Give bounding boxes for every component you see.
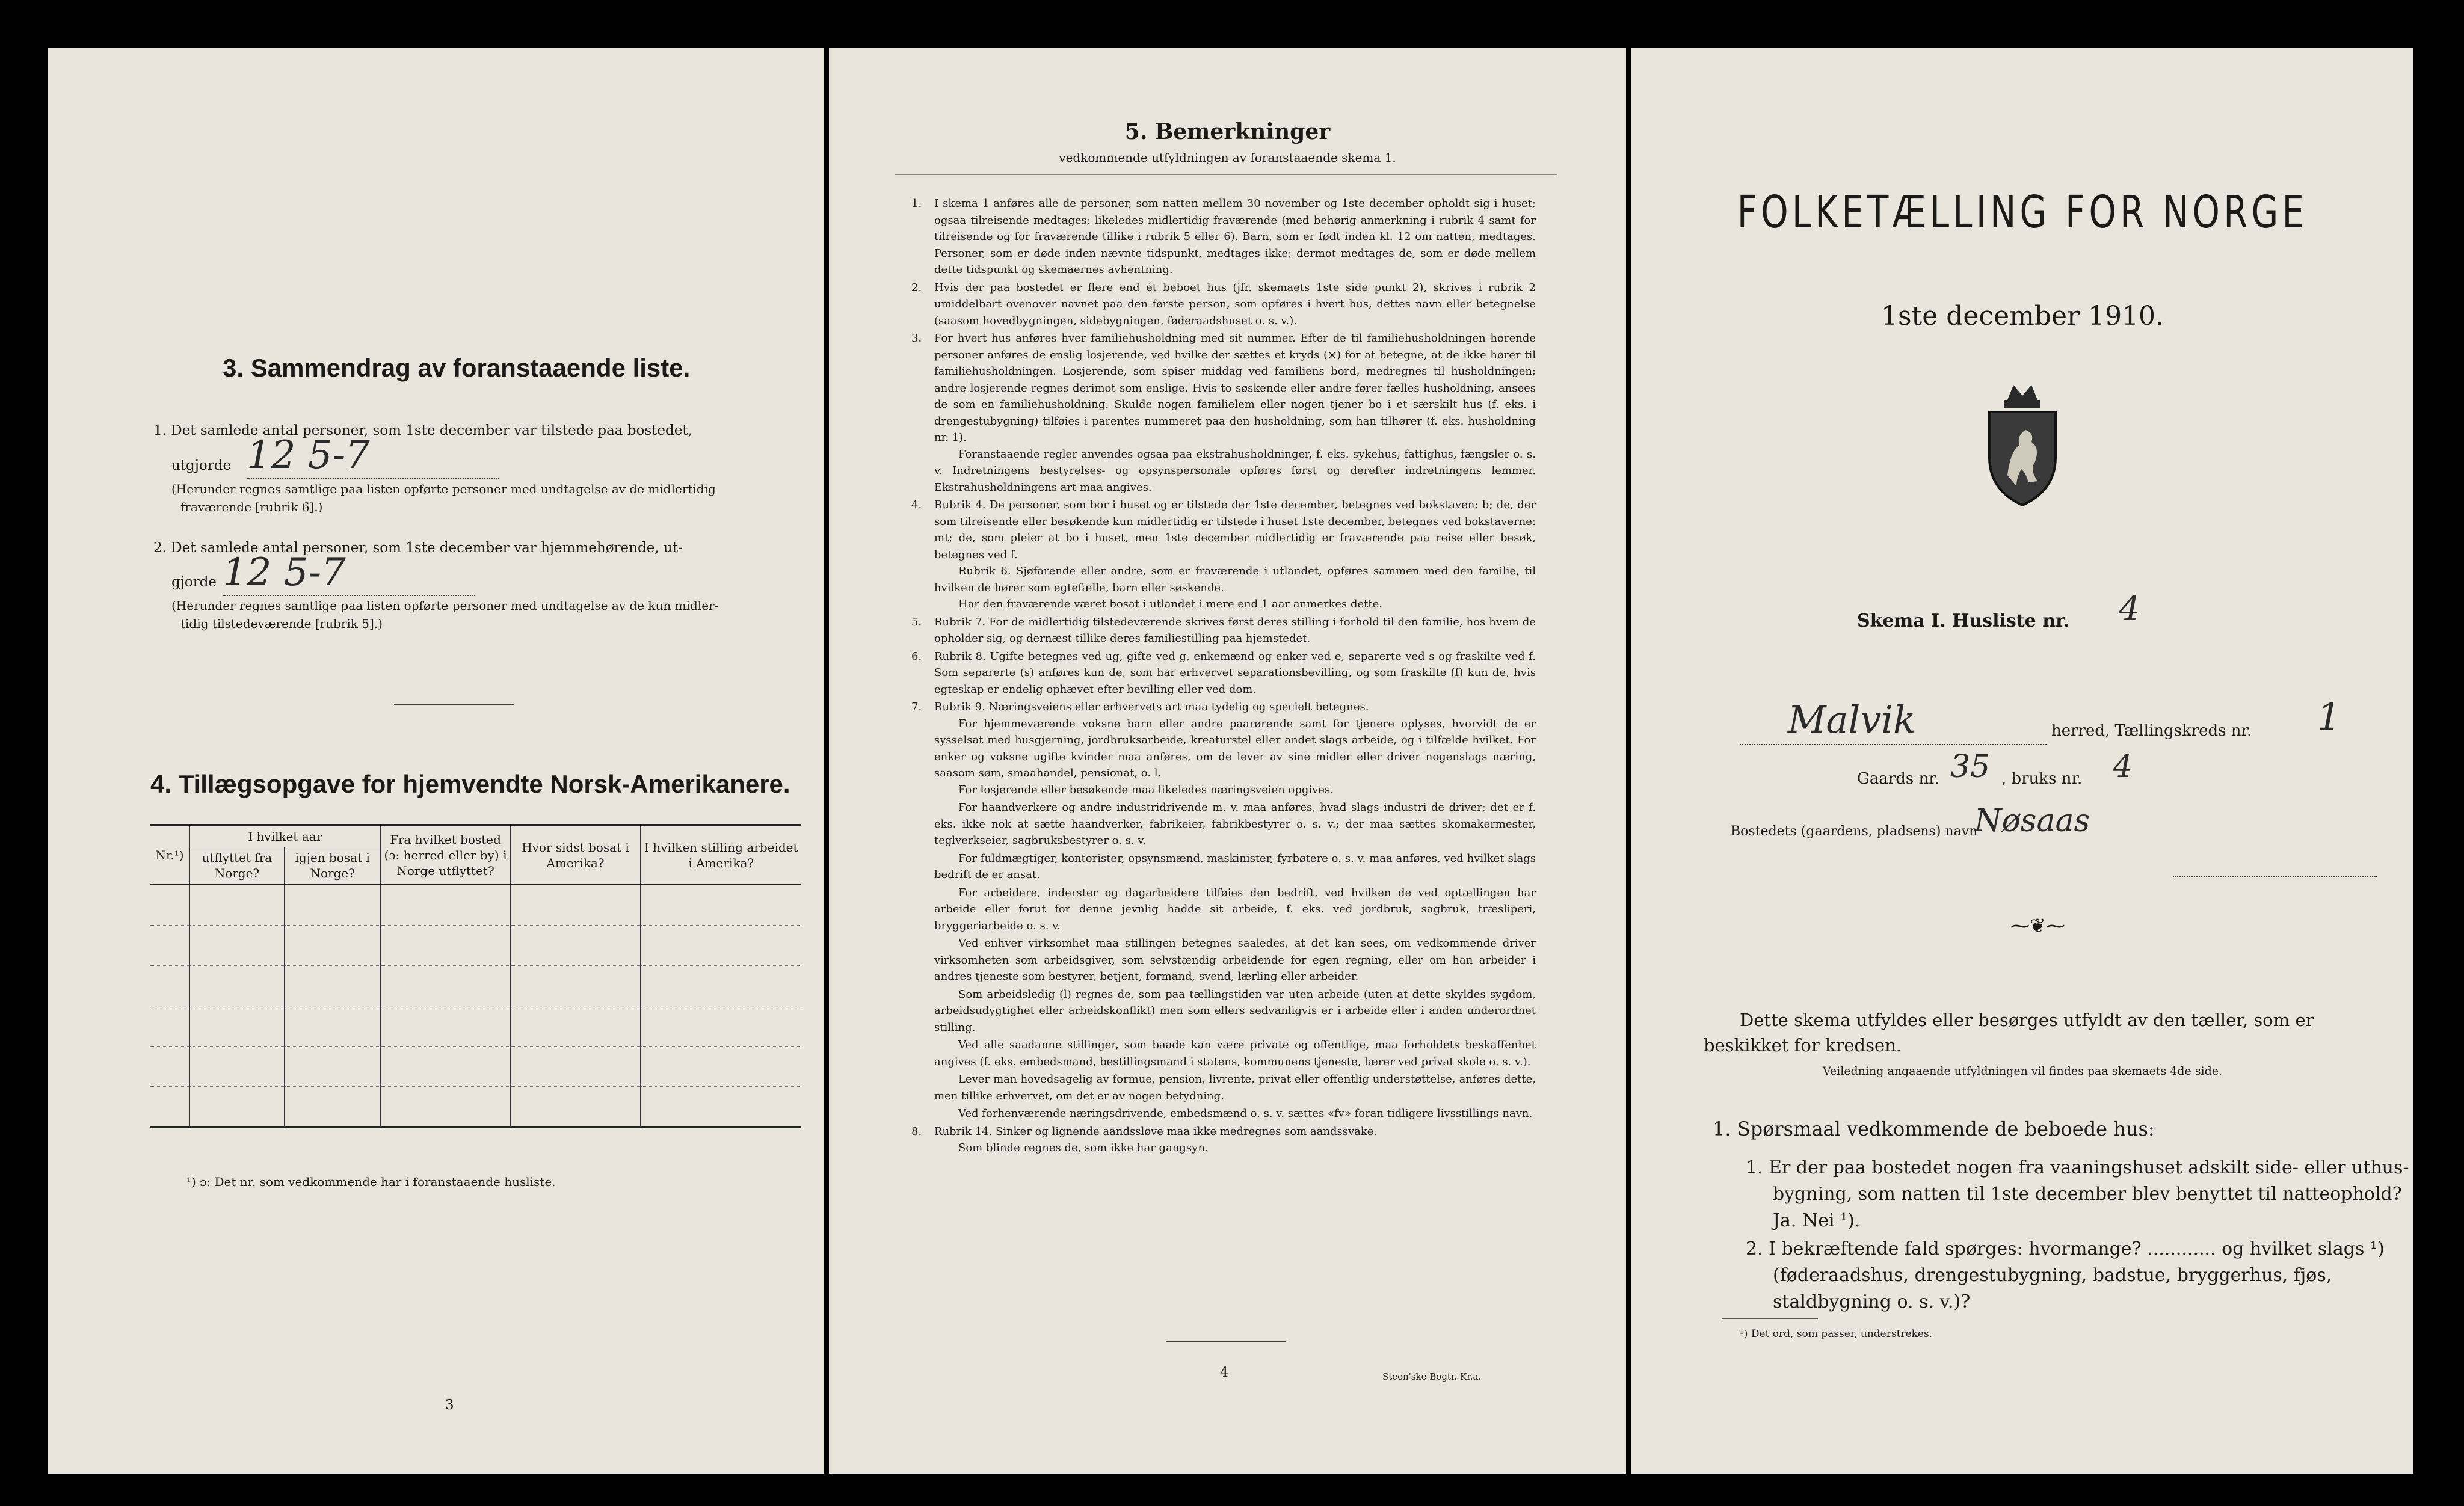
remark-text: For arbeidere, inderster og dagarbeidere tilføies den bedrift, ved hvilken de ved optællingen har arbeide eller forut for denne jevnlig hadde sit arbeide, f. eks. ved jordbruk, sagbruk, træsliperi, bryggeriarbeide o. s. v. [934, 886, 1536, 932]
remark-item [911, 699, 1536, 798]
item-1-value: 12 5-7 [247, 433, 499, 479]
remark-item [934, 799, 1536, 849]
remark-text: Rubrik 9. Næringsveiens eller erhvervets art maa tydelig og specielt betegnes. [934, 701, 1369, 713]
col-igjen: igjen bosat i Norge? [285, 847, 381, 885]
col-utflyttet: utflyttet fra Norge? [189, 847, 285, 885]
remark-text: Som arbeidsledig (l) regnes de, som paa tællingstiden var uten arbeide (uten at dette skyldes sygdom, arbeidsudygtighet eller arbeidskonflikt) men som ellers sedvanligvis er i arbeide eller i anden underordnet stilling. [934, 988, 1536, 1034]
instruction-note: Veiledning angaaende utfyldningen vil findes paa skemaets 4de side. [1822, 1065, 2223, 1078]
remark-item [911, 648, 1536, 698]
item-2-text: 2. Det samlede antal personer, som 1ste december var hjemmehørende, ut- [153, 540, 683, 556]
page-1-cover [1631, 48, 2413, 1474]
item-1-text: 1. Det samlede antal personer, som 1ste december var tilstede paa bostedet, [153, 423, 692, 438]
remark-text: For hvert hus anføres hver familiehusholdning med sit nummer. Efter de til familiehusholdningen hørende personer anføres de enslig losjerende, ved hvilke der sættes et kryds (×) for at betegne, at de ikke hører til familiehusholdningen. Losjerende, som spiser middag ved familiens bord, medregnes til husholdningen; andre losjerende regnes derimot som enslige. Hvis to søskende eller andre fører fælles husholdning, ansees de som en familiehusholdning. Skulde nogen familielem eller nogen tjener bo i et særskilt hus (f. eks. i drengestubygning) tilføies i parentes nummeret paa den husholdning, som han tilhører (f. eks. husholdning nr. 1). [934, 332, 1536, 444]
remark-number: 7. [911, 701, 922, 713]
remark-item [934, 935, 1536, 985]
census-title: FOLKETÆLLING FOR NORGE [1737, 186, 2308, 238]
divider [1722, 1318, 1818, 1319]
item-2-note-2: tidig tilstedeværende [rubrik 5].) [180, 616, 383, 631]
divider [1166, 1341, 1286, 1342]
question-1: 1. Er der paa bostedet nogen fra vaaningshuset adskilt side- eller uthus-bygning, som natten til 1ste december blev benyttet til natteophold? Ja. Nei ¹). [1746, 1157, 2409, 1231]
remark-item [934, 885, 1536, 935]
remark-number: 4. [911, 499, 922, 511]
remark-text: Rubrik 7. For de midlertidig tilstedeværende skrives først deres stilling i forhold til den familie, hos hvem de opholder sig, og dernæst tillike deres familiestilling paa hjemstedet. [934, 615, 1536, 645]
remark-text: Ved enhver virksomhet maa stillingen betegnes saaledes, at det kan sees, om vedkommende driver virksomheten som arbeidsgiver, som selvstændig arbeidende for egen regning, eller om han arbeider i andres tjeneste som bestyrer, betjent, formand, svend, lærling eller arbeider. [934, 937, 1536, 983]
remark-item [911, 614, 1536, 647]
table-row [150, 966, 801, 1006]
remark-item [911, 1123, 1536, 1157]
remark-item [934, 1037, 1536, 1070]
bosted-label: Bostedets (gaardens, pladsens) navn [1731, 824, 1978, 839]
remark-text: Rubrik 14. Sinker og lignende aandssløve maa ikke medregnes som aandssvake. [934, 1125, 1378, 1138]
herred-line [1740, 743, 2047, 745]
col-stilling: I hvilken stilling arbeidet i Amerika? [641, 825, 801, 885]
item-1-note-1: (Herunder regnes samtlige paa listen opførte personer med undtagelse av de midlertidig [171, 482, 716, 496]
divider [895, 174, 1557, 175]
remark-number: 3. [911, 332, 922, 345]
section-4-title: 4. Tillægsopgave for hjemvendte Norsk-Amerikanere. [150, 770, 790, 798]
ornament-icon: ⁓❦⁓ [2010, 914, 2065, 937]
col-group-aar: I hvilket aar [189, 825, 381, 847]
remark-text: For fuldmægtiger, kontorister, opsynsmænd, maskinister, fyrbøtere o. s. v. maa anføres, ved hvilket slags bedrift de er ansat. [934, 852, 1536, 881]
remarks-subtitle: vedkommende utfyldningen av foranstaaende skema 1. [1059, 150, 1396, 165]
remark-item [934, 1105, 1536, 1122]
page-number: 3 [445, 1397, 454, 1413]
printer-mark: Steen'ske Bogtr. Kr.a. [1382, 1371, 1482, 1382]
divider [394, 704, 514, 705]
gaards-label: Gaards nr. [1857, 770, 1940, 788]
question-heading: 1. Spørsmaal vedkommende de beboede hus: [1713, 1117, 2155, 1140]
col-herred: Fra hvilket bosted (ɔ: herred eller by) i Norge utflyttet? [381, 825, 511, 885]
instruction-text: Dette skema utfyldes eller besørges utfyldt av den tæller, som er beskikket for kredsen. [1704, 1010, 2314, 1056]
table-row [150, 1006, 801, 1047]
remark-text: Ved forhenværende næringsdrivende, embedsmænd o. s. v. sættes «fv» foran tidligere livsstillings navn. [958, 1107, 1533, 1120]
remark-text: Ved alle saadanne stillinger, som baade kan være private og offentlige, maa forholdets beskaffenhet angives (f. eks. embedsmand, bestillingsmand i statens, kommunens tjeneste, lærer ved privat skole o. s. v.). [934, 1039, 1536, 1068]
remark-item [934, 1071, 1536, 1104]
remark-item [911, 280, 1536, 330]
cover-footnote: ¹) Det ord, som passer, understrekes. [1740, 1328, 1933, 1340]
remarks-title: 5. Bemerkninger [1124, 119, 1331, 144]
remark-text: Som blinde regnes de, som ikke har gangsyn. [958, 1142, 1209, 1154]
table-footnote: ¹) ɔ: Det nr. som vedkommende har i foranstaaende husliste. [186, 1175, 556, 1189]
remark-text: For haandverkere og andre industridrivende m. v. maa anføres, hvad slags industri de driver; det er f. eks. ikke nok at sætte haandverker, fabrikeier, fabrikbestyrer o. s. v.; der maa sættes skomakermester, teglverkseier, sagbruksbestyrer o. s. v. [934, 801, 1536, 847]
bruks-label: , bruks nr. [2001, 770, 2083, 788]
item-2-value: 12 5-7 [223, 550, 475, 596]
skema-label: Skema I. Husliste nr. [1857, 610, 2070, 632]
item-1-utgjorde-label: utgjorde [171, 458, 232, 473]
remark-item [911, 195, 1536, 278]
page-number: 4 [1220, 1365, 1228, 1380]
kreds-value: 1 [2317, 695, 2341, 739]
page-3-summary [48, 48, 824, 1474]
remark-number: 6. [911, 650, 922, 663]
remark-text: For hjemmeværende voksne barn eller andre paarørende samt for tjenere oplyses, hvorvidt de er sysselsat med husgjerning, jordbruksarbeide, kreaturstel eller andet slags arbeide, og i tilfælde hvilket. For enker og voksne ugifte kvinder maa anføres, om de lever av sine midler eller driver nogenslags næring, saasom søm, smaahandel, pensionat, o. l. [934, 717, 1536, 779]
remark-text: I skema 1 anføres alle de personer, som natten mellem 30 november og 1ste december opholdt sig i huset; ogsaa tilreisende medtages; likeledes midlertidig fraværende (med behørig anmerkning i rubrik 4 samt for tilreisende og for fraværende tillike i rubrik 5 eller 6). Barn, som er født inden kl. 12 om natten, medtages. Personer, som er døde inden nævnte tidspunkt, medtages ikke; dermot medtages de, som er døde mellem dette tidspunkt og skemaernes avhentning. [934, 197, 1536, 276]
remark-text: Har den fraværende været bosat i utlandet i mere end 1 aar anmerkes dette. [958, 598, 1382, 610]
remark-text: Foranstaaende regler anvendes ogsaa paa ekstrahusholdninger, f. eks. sykehus, fattighus, fængsler o. s. v. Indretningens bestyrelses- og opsynspersonale opføres først og derefter indretningens lemmer. Ekstrahusholdningens art maa angives. [934, 447, 1536, 494]
remark-number: 8. [911, 1125, 922, 1138]
page-4-remarks [829, 48, 1626, 1474]
section-3-title: 3. Sammendrag av foranstaaende liste. [223, 354, 691, 382]
col-amerika: Hvor sidst bosat i Amerika? [511, 825, 641, 885]
coat-of-arms-icon [1974, 379, 2071, 511]
item-2-note-1: (Herunder regnes samtlige paa listen opførte personer med undtagelse av de kun midler- [171, 598, 719, 613]
table-row [150, 1047, 801, 1087]
remark-item [934, 850, 1536, 884]
remark-text: For losjerende eller besøkende maa likeledes næringsveien opgives. [958, 783, 1334, 796]
item-2-gjorde-label: gjorde [171, 574, 217, 590]
bosted-value: Nøsaas [1974, 803, 2090, 839]
remark-item [934, 986, 1536, 1036]
remarks-list [911, 195, 1536, 1158]
herred-label: herred, Tællingskreds nr. [2051, 722, 2252, 740]
norsk-amerikanere-table [150, 824, 801, 1128]
remark-number: 5. [911, 615, 922, 629]
remark-item [911, 330, 1536, 496]
col-nr: Nr.¹) [150, 825, 189, 885]
bosted-line [2173, 875, 2377, 877]
herred-value: Malvik [1788, 698, 1916, 742]
remark-text: Rubrik 6. Sjøfarende eller andre, som er fraværende i utlandet, opføres sammen med den familie, til hvilken de hører som egtefælle, barn eller søskende. [934, 565, 1536, 594]
table-row [150, 926, 801, 966]
remark-item [911, 497, 1536, 613]
remark-number: 2. [911, 281, 922, 294]
bruks-value: 4 [2113, 749, 2133, 785]
remark-text: Rubrik 8. Ugifte betegnes ved ug, gifte ved g, enkemænd og enker ved e, separerte ved s og fraskilte ved f. Som separerte (s) anføres kun de, som har erhvervet separationsbevilling, og som fraskilte (f) kun de, hvis egteskap er endelig ophævet efter bevilling eller ved dom. [934, 650, 1536, 696]
table-row [150, 1087, 801, 1128]
question-2: 2. I bekræftende fald spørges: hvormange? ............ og hvilket slags ¹) (føderaadshus, drengestubygning, badstue, bryggerhus, fjøs, staldbygning o. s. v.)? [1746, 1238, 2385, 1312]
remark-text: Hvis der paa bostedet er flere end ét beboet hus (jfr. skemaets 1ste side punkt 2), skrives i rubrik 2 umiddelbart ovenover navnet paa den første person, som opføres i hvert hus, dettes navn eller betegnelse (saasom hovedbygningen, sidebygningen, føderaadshuset o. s. v.). [934, 281, 1536, 327]
remark-text: Rubrik 4. De personer, som bor i huset og er tilstede der 1ste december, betegnes ved bokstaven: b; de, der som tilreisende eller besøkende kun midlertidig er tilstede i huset 1ste december, betegnes ved bokstaverne: mt; de, som pleier at bo i huset, men 1ste december midlertidig er fraværende paa reise eller besøk, betegnes ved f. [934, 499, 1536, 561]
item-1-note-2: fraværende [rubrik 6].) [180, 500, 323, 514]
table-row [150, 885, 801, 926]
remark-text: Lever man hovedsagelig av formue, pension, livrente, privat eller offentlig understøttelse, anføres dette, men tillike erhvervet, om det er av nogen betydning. [934, 1073, 1536, 1102]
remark-number: 1. [911, 197, 922, 210]
census-date: 1ste december 1910. [1880, 301, 2164, 331]
gaards-value: 35 [1950, 749, 1991, 785]
husliste-nr-value: 4 [2119, 589, 2140, 629]
